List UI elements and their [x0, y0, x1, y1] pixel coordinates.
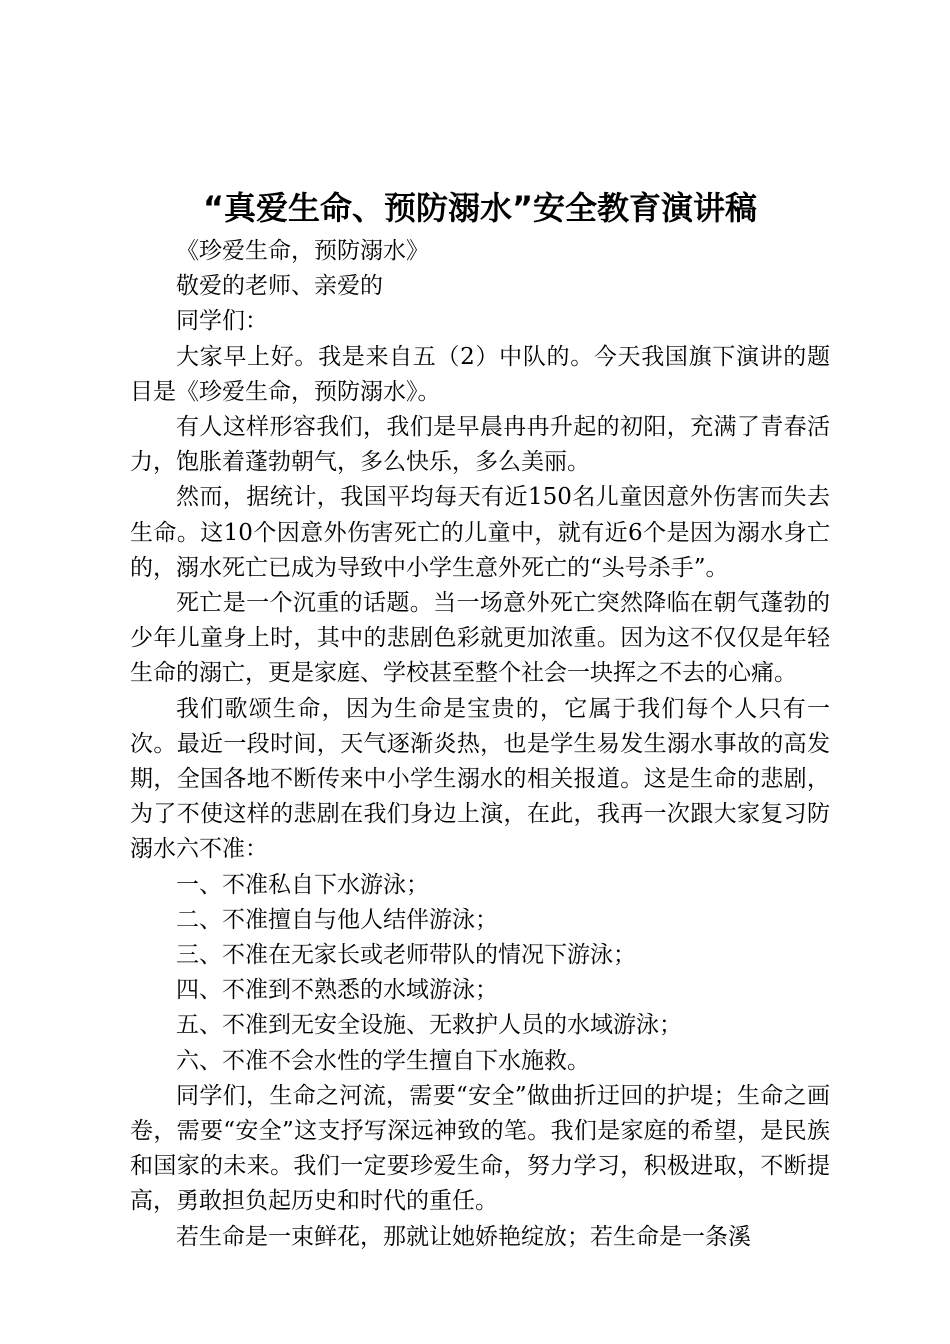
paragraph-praise-life: 我们歌颂生命，因为生命是宝贵的，它属于我们每个人只有一次。最近一段时间，天气逐渐炎热，也是学生易发生溺水事故的高发期，全国各地不断传来中小学生溺水的相关报道。这是生命的悲剧，为了不使这样的悲剧在我们身边上演，在此，我再一次跟大家复习防溺水六不准：: [130, 695, 830, 863]
salutation-line-2: 同学们：: [176, 308, 268, 335]
paragraph-youth: 有人这样形容我们，我们是早晨冉冉升起的初阳，充满了青春活力，饱胀着蓬勃朝气，多么快乐，多么美丽。: [130, 414, 830, 476]
paragraph-death: 死亡是一个沉重的话题。当一场意外死亡突然降临在朝气蓬勃的少年儿童身上时，其中的悲剧色彩就更加浓重。因为这不仅仅是年轻生命的溺亡，更是家庭、学校甚至整个社会一块挥之不去的心痛。: [130, 590, 830, 687]
rule-item-2: 二、不准擅自与他人结伴游泳；: [176, 906, 498, 933]
paragraph-statistics: 然而，据统计，我国平均每天有近150名儿童因意外伤害而失去生命。这10个因意外伤害死亡的儿童中，就有近6个是因为溺水身亡的，溺水死亡已成为导致中小学生意外死亡的“头号杀手”。: [130, 484, 830, 581]
document-title: “真爱生命、预防溺水”安全教育演讲稿: [202, 189, 758, 227]
document-body: [130, 234, 830, 1255]
paragraph-greeting: 大家早上好。我是来自五（2）中队的。今天我国旗下演讲的题目是《珍爱生命，预防溺水》。: [130, 343, 830, 405]
rule-item-1: 一、不准私自下水游泳；: [176, 871, 429, 898]
rule-item-5: 五、不准到无安全设施、无救护人员的水域游泳；: [176, 1012, 682, 1039]
rule-item-6: 六、不准不会水性的学生擅自下水施救。: [176, 1047, 590, 1074]
rule-item-4: 四、不准到不熟悉的水域游泳；: [176, 977, 498, 1004]
paragraph-final-partial: 若生命是一束鲜花，那就让她娇艳绽放；若生命是一条溪: [176, 1223, 751, 1250]
rule-item-3: 三、不准在无家长或老师带队的情况下游泳；: [176, 942, 636, 969]
paragraph-closing: 同学们，生命之河流，需要“安全”做曲折迂回的护堤；生命之画卷，需要“安全”这支抒写深远神致的笔。我们是家庭的希望，是民族和国家的未来。我们一定要珍爱生命，努力学习，积极进取，不断提高，勇敢担负起历史和时代的重任。: [130, 1082, 830, 1215]
speech-subtitle: 《珍爱生命，预防溺水》: [176, 238, 429, 264]
salutation-line-1: 敬爱的老师、亲爱的: [176, 273, 383, 300]
